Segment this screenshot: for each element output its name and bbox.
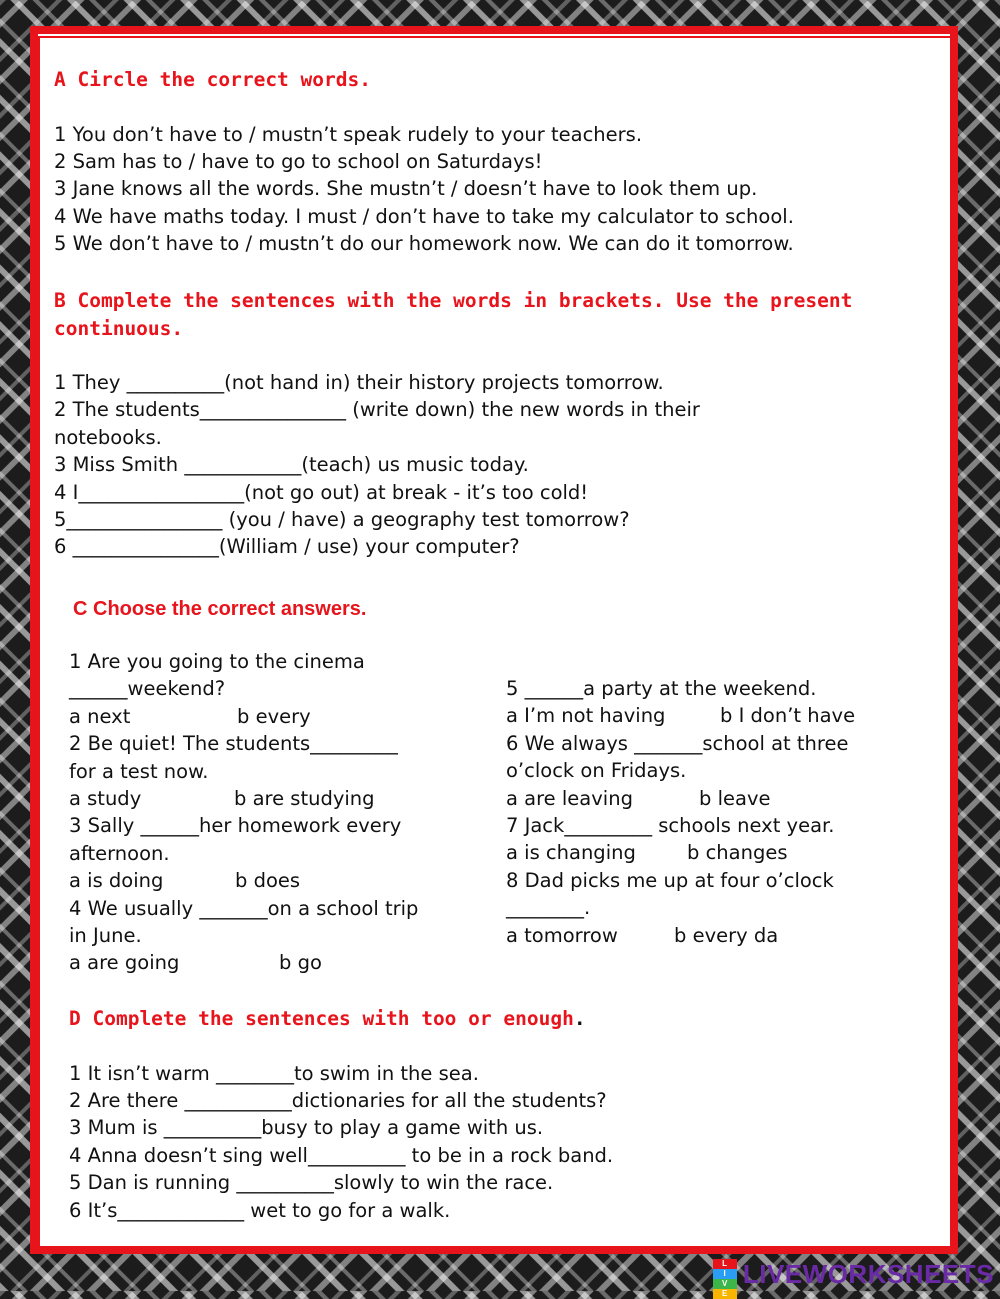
answer-options bbox=[69, 785, 489, 812]
question-text: ______weekend? bbox=[69, 677, 226, 701]
option-a[interactable]: a are going bbox=[69, 951, 180, 975]
option-b[interactable]: b changes bbox=[687, 841, 788, 865]
question-text: 5 ______a party at the weekend. bbox=[506, 677, 817, 700]
section-c-right bbox=[506, 675, 926, 949]
brand-text: LIVEWORKSHEETS bbox=[742, 1258, 994, 1289]
section-d-heading-text: D Complete the sentences with too or enough bbox=[69, 1007, 574, 1030]
section-d bbox=[69, 1005, 613, 1224]
section-a-item: 3 Jane knows all the words. She mustn’t / doesn’t have to look them up. bbox=[54, 177, 758, 201]
answer-options bbox=[69, 949, 489, 976]
question-text: o’clock on Fridays. bbox=[506, 759, 687, 783]
answer-options bbox=[506, 922, 926, 949]
section-d-item: 6 It’s_____________ wet to go for a walk. bbox=[69, 1198, 451, 1222]
option-a[interactable]: a are leaving bbox=[506, 786, 633, 810]
option-a[interactable]: a tomorrow bbox=[506, 923, 618, 947]
option-a[interactable]: a next bbox=[69, 704, 131, 728]
section-c-header bbox=[73, 596, 366, 624]
section-b-item: 3 Miss Smith ____________(teach) us music today. bbox=[54, 453, 529, 477]
section-d-item: 2 Are there ___________dictionaries for all the students? bbox=[69, 1088, 607, 1112]
option-a[interactable]: a I’m not having bbox=[506, 704, 666, 728]
question-text: 7 Jack_________ schools next year. bbox=[506, 814, 835, 838]
logo-icon bbox=[713, 1259, 737, 1298]
section-b-heading-cont: continuous. bbox=[54, 316, 184, 340]
liveworksheets-logo[interactable] bbox=[713, 1257, 994, 1298]
option-a[interactable]: a is doing bbox=[69, 869, 164, 893]
option-a[interactable]: a study bbox=[69, 787, 142, 811]
option-b[interactable]: b does bbox=[235, 869, 301, 893]
answer-options bbox=[506, 785, 926, 812]
logo-letter: I bbox=[713, 1269, 737, 1279]
section-b-item: 4 I_________________(not go out) at break - it’s too cold! bbox=[54, 480, 589, 504]
section-d-item: 5 Dan is running __________slowly to win the race. bbox=[69, 1171, 554, 1195]
option-b[interactable]: b leave bbox=[699, 786, 771, 810]
question-text: 4 We usually _______on a school trip bbox=[69, 896, 419, 920]
option-b[interactable]: b go bbox=[279, 951, 322, 975]
section-b-item: 1 They __________(not hand in) their history projects tomorrow. bbox=[54, 371, 664, 394]
section-b-heading: B Complete the sentences with the words in brackets. Use the present bbox=[54, 289, 853, 312]
section-b-item: 5________________ (you / have) a geography test tomorrow? bbox=[54, 508, 630, 532]
question-text: 6 We always _______school at three bbox=[506, 731, 849, 755]
option-b[interactable]: b are studying bbox=[234, 787, 375, 811]
section-a-heading: A Circle the correct words. bbox=[54, 68, 371, 91]
section-d-item: 1 It isn’t warm ________to swim in the sea. bbox=[69, 1061, 479, 1085]
option-b[interactable]: b every bbox=[237, 704, 311, 728]
section-b-item: 2 The students_______________ (write down) the new words in their bbox=[54, 398, 700, 422]
section-c-left bbox=[69, 648, 489, 977]
question-text: afternoon. bbox=[69, 841, 170, 865]
section-a-item: 1 You don’t have to / mustn’t speak rudely to your teachers. bbox=[54, 122, 643, 146]
section-b-item: 6 _______________(William / use) your computer? bbox=[54, 535, 520, 559]
section-b-item: notebooks. bbox=[54, 425, 162, 449]
section-c-heading: C Choose the correct answers. bbox=[73, 598, 367, 620]
logo-letter: L bbox=[713, 1259, 737, 1269]
question-text: 3 Sally ______her homework every bbox=[69, 814, 402, 838]
question-text: 1 Are you going to the cinema bbox=[69, 650, 365, 673]
section-a-item: 2 Sam has to / have to go to school on Saturdays! bbox=[54, 149, 543, 173]
section-d-heading bbox=[69, 1005, 613, 1033]
option-b[interactable]: b every da bbox=[674, 923, 779, 947]
question-text: in June. bbox=[69, 924, 142, 948]
answer-options bbox=[506, 702, 926, 729]
section-b bbox=[54, 287, 852, 561]
section-d-heading-period: . bbox=[573, 1007, 586, 1030]
question-text: ________. bbox=[506, 896, 591, 920]
answer-options bbox=[69, 703, 489, 730]
answer-options bbox=[506, 839, 926, 866]
question-text: for a test now. bbox=[69, 759, 209, 783]
logo-letter: E bbox=[713, 1289, 737, 1299]
section-d-item: 4 Anna doesn’t sing well__________ to be in a rock band. bbox=[69, 1143, 614, 1167]
option-a[interactable]: a is changing bbox=[506, 841, 636, 865]
section-a bbox=[54, 66, 794, 258]
option-b[interactable]: b I don’t have bbox=[720, 704, 856, 728]
question-text: 8 Dad picks me up at four o’clock bbox=[506, 868, 834, 892]
question-text: 2 Be quiet! The students_________ bbox=[69, 732, 398, 756]
section-a-item: 5 We don’t have to / mustn’t do our homework now. We can do it tomorrow. bbox=[54, 232, 794, 256]
section-a-item: 4 We have maths today. I must / don’t have to take my calculator to school. bbox=[54, 204, 794, 228]
logo-letter: V bbox=[713, 1279, 737, 1289]
section-d-item: 3 Mum is __________busy to play a game with us. bbox=[69, 1116, 544, 1140]
answer-options bbox=[69, 867, 489, 894]
